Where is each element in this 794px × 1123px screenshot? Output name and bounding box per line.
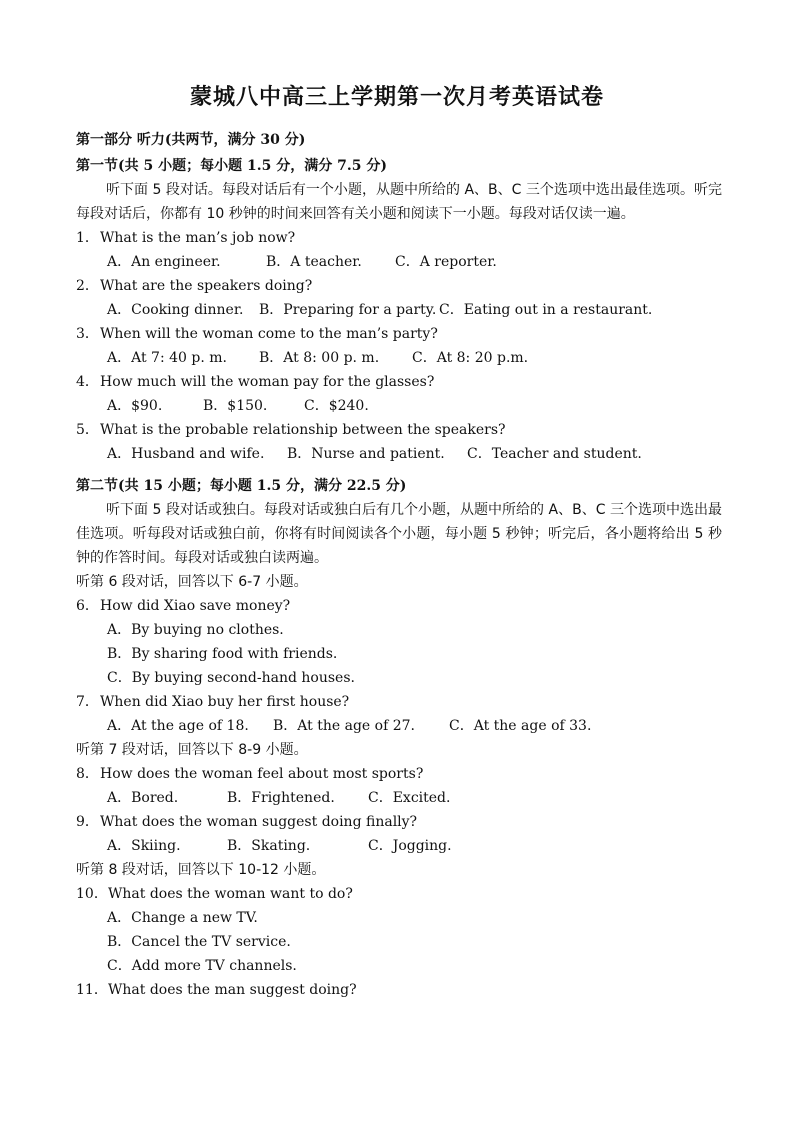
section-2 (76, 474, 722, 1002)
part-heading: 第一部分 听力(共两节，满分 30 分) (76, 132, 306, 148)
option-b: B．Preparing for a party. (259, 302, 437, 318)
question (76, 978, 722, 1002)
option-a: A．$90. (107, 398, 163, 414)
option-c: C．At the age of 33. (449, 718, 592, 734)
question-text: What are the speakers doing? (100, 278, 313, 294)
section-heading: 第一节(共 5 小题；每小题 1.5 分，满分 7.5 分) (76, 158, 387, 174)
question-number: 11． (76, 982, 108, 998)
section-instructions: 听下面 5 段对话。每段对话后有一个小题，从题中所给的 A、B、C 三个选项中选出最佳选项。听完每段对话后，你都有 10 秒钟的时间来回答有关小题和阅读下一小题。每段对话仅读一遍。 (76, 182, 722, 222)
question-number: 6． (76, 598, 99, 614)
option-b: B．Skating. (227, 838, 311, 854)
option-b: B．Cancel the TV service. (107, 934, 291, 950)
option-c: C．$240. (304, 398, 369, 414)
question-number: 7． (76, 694, 99, 710)
option-a: A．At 7: 40 p. m. (107, 350, 227, 366)
option-b: B．$150. (203, 398, 268, 414)
question (76, 594, 722, 618)
question-number: 4． (76, 374, 99, 390)
options-stack (76, 618, 722, 690)
exam-content (76, 128, 722, 1002)
option-c: C．At 8: 20 p.m. (412, 350, 529, 366)
options-row (76, 346, 722, 370)
options-row (76, 298, 722, 322)
option-c: C．Eating out in a restaurant. (439, 302, 653, 318)
question-text: How did Xiao save money? (100, 598, 291, 614)
question-text: What is the man’s job now? (100, 230, 296, 246)
option-a: A．At the age of 18. (107, 718, 249, 734)
option-a: A．By buying no clothes. (107, 622, 284, 638)
question-number: 2． (76, 278, 99, 294)
dialog-note: 听第 7 段对话，回答以下 8-9 小题。 (76, 742, 308, 758)
question (76, 690, 722, 714)
option-c: C．Teacher and student. (467, 446, 642, 462)
question (76, 810, 722, 834)
option-a: A．An engineer. (107, 254, 221, 270)
question-number: 10． (76, 886, 108, 902)
option-c: C．Excited. (368, 790, 451, 806)
question (76, 762, 722, 786)
section-instructions: 听下面 5 段对话或独白。每段对话或独白后有几个小题，从题中所给的 A、B、C 三个选项中选出最佳选项。听每段对话或独白前，你将有时间阅读各个小题，每小题 5 秒钟；听完后，各小题将给出 5 秒钟的作答时间。每段对话或独白读两遍。 (76, 502, 722, 566)
question-text: When will the woman come to the man’s party? (100, 326, 438, 342)
question (76, 370, 722, 394)
option-c: C．By buying second-hand houses. (107, 670, 355, 686)
option-b: B．At the age of 27. (273, 718, 415, 734)
question-number: 8． (76, 766, 99, 782)
option-c: C．Add more TV channels. (107, 958, 297, 974)
option-b: B．Frightened. (227, 790, 335, 806)
option-b: B．At 8: 00 p. m. (259, 350, 380, 366)
question-number: 5． (76, 422, 99, 438)
question-text: When did Xiao buy her first house? (100, 694, 350, 710)
option-a: A．Change a new TV. (107, 910, 258, 926)
question-text: What does the woman suggest doing finally? (100, 814, 418, 830)
dialog-note: 听第 8 段对话，回答以下 10-12 小题。 (76, 862, 326, 878)
options-row (76, 442, 722, 466)
options-row (76, 834, 722, 858)
question-text: How does the woman feel about most sports? (100, 766, 424, 782)
dialog-note: 听第 6 段对话，回答以下 6-7 小题。 (76, 574, 308, 590)
question-number: 1． (76, 230, 99, 246)
question (76, 274, 722, 298)
question (76, 882, 722, 906)
option-b: B．By sharing food with friends. (107, 646, 338, 662)
options-row (76, 714, 722, 738)
option-a: A．Skiing. (107, 838, 181, 854)
question-number: 9． (76, 814, 99, 830)
question-text: What does the man suggest doing? (108, 982, 357, 998)
question (76, 322, 722, 346)
question-text: How much will the woman pay for the glasses? (100, 374, 435, 390)
option-b: B．A teacher. (266, 254, 362, 270)
options-row (76, 250, 722, 274)
question-text: What is the probable relationship between the speakers? (100, 422, 506, 438)
question (76, 418, 722, 442)
question-number: 3． (76, 326, 99, 342)
page-title: 蒙城八中高三上学期第一次月考英语试卷 (189, 85, 604, 110)
options-stack (76, 906, 722, 978)
option-b: B．Nurse and patient. (287, 446, 445, 462)
section-heading: 第二节(共 15 小题；每小题 1.5 分，满分 22.5 分) (76, 478, 407, 494)
option-c: C．A reporter. (395, 254, 497, 270)
option-c: C．Jogging. (368, 838, 452, 854)
option-a: A．Cooking dinner. (107, 302, 244, 318)
question (76, 226, 722, 250)
option-a: A．Husband and wife. (107, 446, 265, 462)
options-row (76, 786, 722, 810)
section-1 (76, 154, 722, 466)
options-row (76, 394, 722, 418)
option-a: A．Bored. (107, 790, 179, 806)
question-text: What does the woman want to do? (108, 886, 353, 902)
